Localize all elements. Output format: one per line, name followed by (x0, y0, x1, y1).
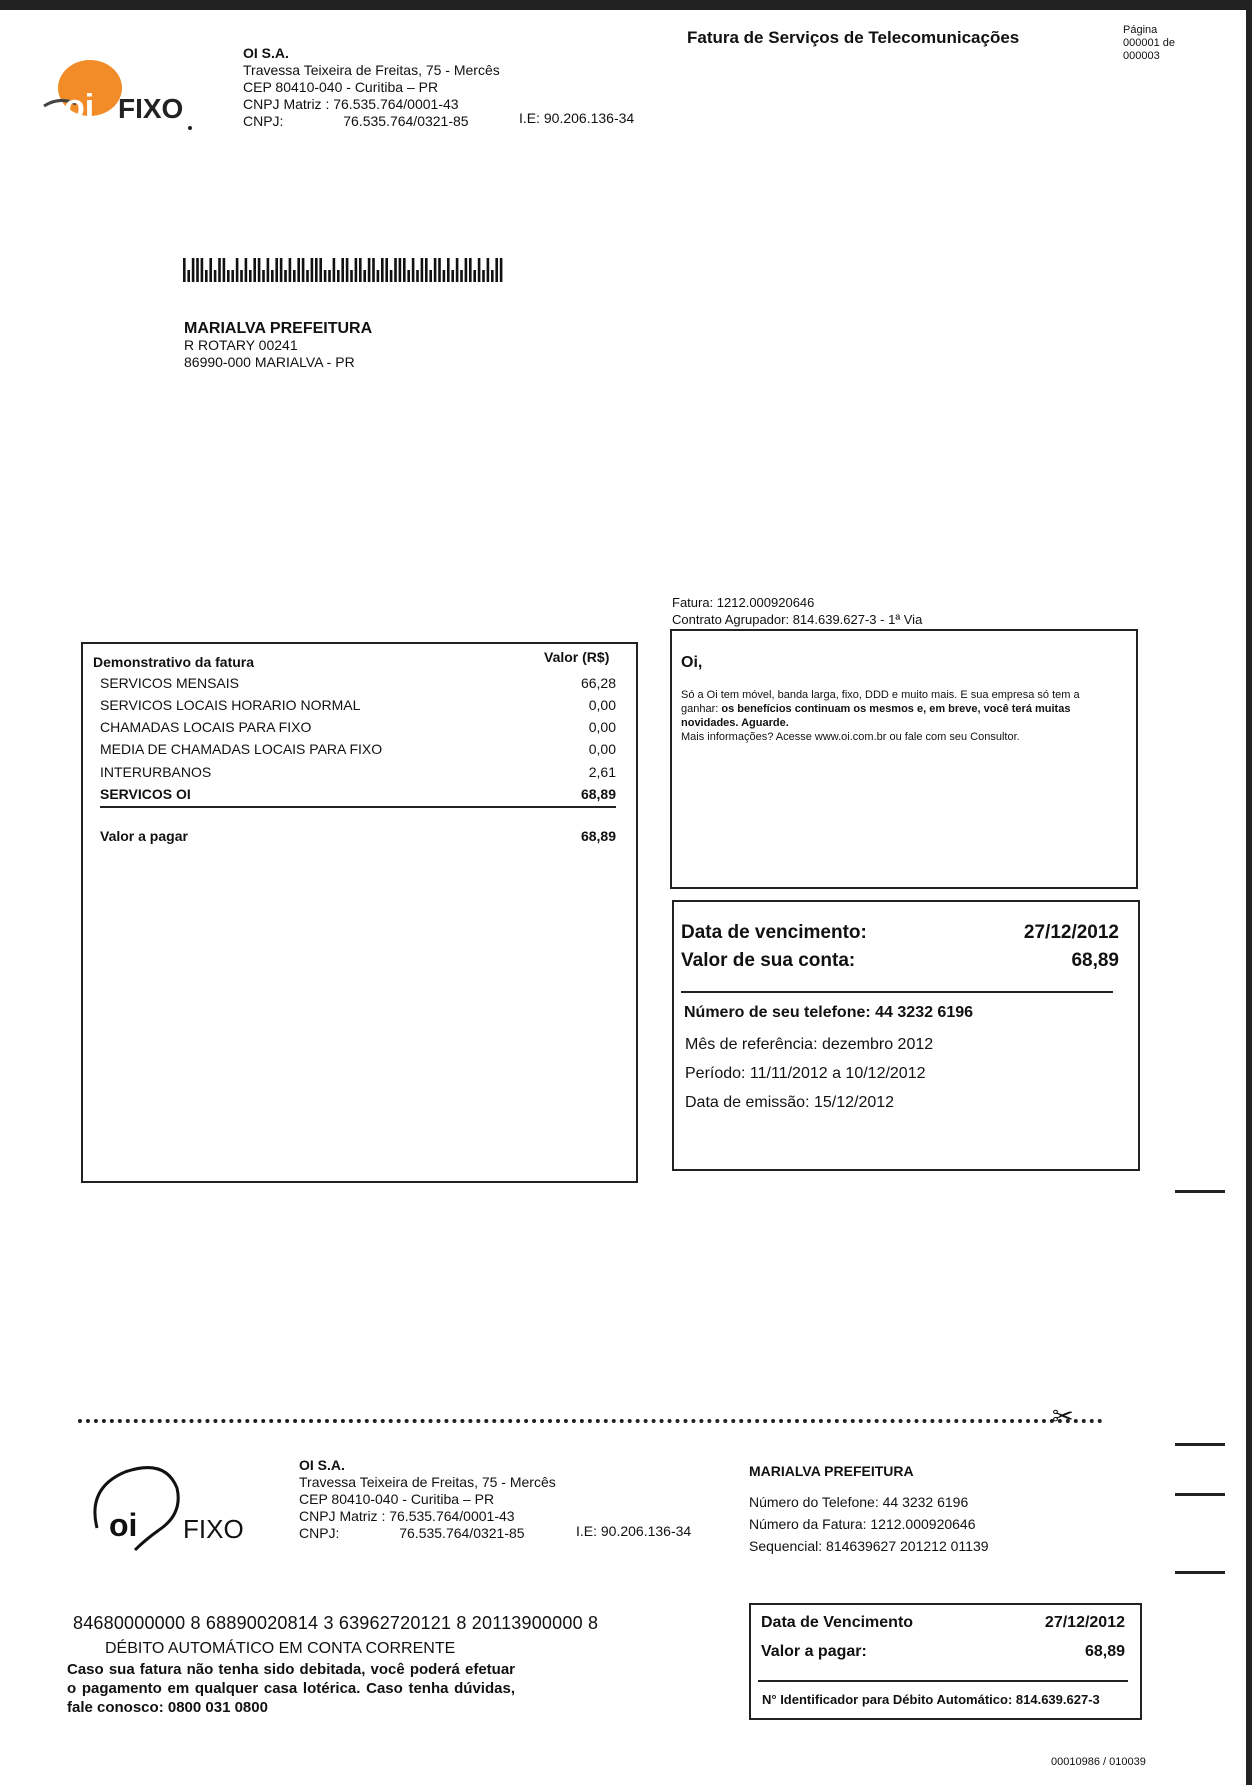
invoice-reference (672, 594, 922, 628)
due-date-row (681, 922, 1119, 944)
summary-title: Demonstrativo da fatura (93, 654, 255, 670)
stub-company-name: OI S.A. (299, 1457, 345, 1473)
oi-fixo-logo-outline (85, 1458, 255, 1558)
page-label: Página (1123, 24, 1158, 36)
barcode-bar (297, 258, 300, 282)
barcode-bar (319, 258, 322, 282)
summary-row-value: 68,89 (580, 786, 616, 802)
barcode-bar (355, 258, 358, 282)
payment-barcode-digits: 84680000000 8 68890020814 3 63962720121 8 20113900000 8 (73, 1613, 599, 1633)
barcode-bar (412, 258, 415, 282)
barcode-bar (306, 270, 309, 282)
barcode-bar (236, 258, 239, 282)
summary-total (100, 828, 616, 848)
billing-period: Período: 11/11/2012 a 10/12/2012 (685, 1065, 926, 1082)
barcode-bar (284, 270, 287, 282)
logo-product-text: FIXO (118, 93, 184, 124)
summary-row (100, 697, 616, 717)
stub-amount-row (761, 1643, 1125, 1661)
barcode-bar (311, 258, 314, 282)
stub-amount-value: 68,89 (1084, 1643, 1125, 1660)
footer-code: 00010986 / 010039 (1051, 1756, 1146, 1768)
summary-row-subtotal (100, 786, 616, 806)
message-box (670, 629, 1138, 889)
due-divider (681, 991, 1113, 993)
cut-line (78, 1419, 1103, 1423)
barcode-bar (478, 258, 481, 282)
stub-invoice-number: Número da Fatura: 1212.000920646 (749, 1516, 976, 1532)
barcode-bar (429, 270, 432, 282)
barcode-bar (214, 270, 217, 282)
company-name: OI S.A. (243, 45, 289, 61)
barcode-bar (249, 270, 252, 282)
invoice-number: Fatura: 1212.000920646 (672, 595, 815, 610)
barcode-bar (280, 258, 283, 282)
barcode-bar (315, 258, 318, 282)
stub-due-label: Data de Vencimento (761, 1614, 914, 1631)
summary-row-label: SERVICOS OI (100, 786, 191, 802)
company-address-2: CEP 80410-040 - Curitiba – PR (243, 79, 439, 95)
barcode-bar (253, 258, 256, 282)
logo-product-text: FIXO (183, 1514, 244, 1544)
barcode-bar (456, 258, 459, 282)
barcode-bar (381, 258, 384, 282)
barcode-bar (491, 270, 494, 282)
stub-customer-name: MARIALVA PREFEITURA (749, 1463, 914, 1479)
amount-label: Valor de sua conta: (681, 950, 856, 971)
contract-number: Contrato Agrupador: 814.639.627-3 - 1ª Via (672, 612, 923, 627)
summary-row-value: 66,28 (580, 675, 616, 691)
barcode-bar (302, 258, 305, 282)
barcode-bar (385, 258, 388, 282)
stub-sequence: Sequencial: 814639627 201212 01139 (749, 1538, 989, 1554)
barcode-bar (390, 270, 393, 282)
summary-row-label: SERVICOS LOCAIS HORARIO NORMAL (100, 697, 361, 713)
stub-cnpj-value: 76.535.764/0321-85 (399, 1525, 525, 1541)
company-cnpj-matriz: CNPJ Matriz : 76.535.764/0001-43 (243, 96, 459, 112)
cnpj-label: CNPJ: (243, 113, 284, 129)
stub-amount-label: Valor a pagar: (761, 1643, 867, 1660)
postal-barcode (183, 258, 513, 289)
barcode-bar (258, 258, 261, 282)
barcode-bar (416, 270, 419, 282)
stub-company-address-2: CEP 80410-040 - Curitiba – PR (299, 1491, 495, 1507)
barcode-bar (500, 258, 503, 282)
barcode-bar (346, 258, 349, 282)
message-greeting: Oi, (681, 654, 703, 671)
barcode-bar (434, 258, 437, 282)
barcode-bar (425, 258, 428, 282)
recipient-city: 86990-000 MARIALVA - PR (184, 354, 355, 370)
company-info (243, 45, 500, 130)
amount-value: 68,89 (1071, 950, 1119, 971)
scan-mark (1175, 1190, 1225, 1193)
top-scan-border (0, 0, 1252, 10)
barcode-bar (495, 258, 498, 282)
debit-title: DÉBITO AUTOMÁTICO EM CONTA CORRENTE (105, 1640, 456, 1657)
barcode-bar (227, 270, 230, 282)
issue-date: Data de emissão: 15/12/2012 (685, 1094, 895, 1111)
barcode-bar (187, 270, 190, 282)
barcode-bar (333, 258, 336, 282)
recipient-address (184, 320, 372, 371)
barcode-bar (328, 270, 331, 282)
summary-row-value: 2,61 (588, 764, 616, 780)
barcode-bar (451, 270, 454, 282)
scissors-icon: ✂ (1052, 1401, 1074, 1431)
barcode-bar (183, 258, 186, 282)
stub-due-value: 27/12/2012 (1044, 1614, 1125, 1631)
recipient-street: R ROTARY 00241 (184, 337, 298, 353)
right-scan-border (1246, 0, 1252, 1785)
barcode-bar (240, 270, 243, 282)
summary-total-label: Valor a pagar (100, 828, 188, 844)
barcode-bar (275, 258, 278, 282)
scan-mark (1175, 1443, 1225, 1446)
barcode-bar (262, 270, 265, 282)
summary-row-label: MEDIA DE CHAMADAS LOCAIS PARA FIXO (100, 741, 383, 757)
barcode-bar (209, 258, 212, 282)
barcode-bar (465, 258, 468, 282)
barcode-bar (403, 258, 406, 282)
stub-company-info (299, 1457, 556, 1542)
barcode-bar (438, 258, 441, 282)
message-line2: Mais informações? Acesse www.oi.com.br ou fale com seu Consultor. (681, 731, 1020, 743)
summary-row-label: INTERURBANOS (100, 764, 212, 780)
barcode-bar (201, 258, 204, 282)
barcode-bar (341, 258, 344, 282)
reference-month: Mês de referência: dezembro 2012 (685, 1036, 934, 1053)
message-text (681, 688, 1111, 744)
page-value: 000001 de (1123, 37, 1175, 49)
summary-row (100, 719, 616, 739)
stub-customer-info (749, 1460, 989, 1557)
company-cnpj (243, 113, 500, 130)
stub-company-ie: I.E: 90.206.136-34 (576, 1523, 692, 1539)
barcode-bar (394, 258, 397, 282)
summary-row-value: 0,00 (588, 719, 616, 735)
scan-mark (1175, 1493, 1225, 1496)
barcode-bar (223, 258, 226, 282)
phone-number: Número de seu telefone: 44 3232 6196 (684, 1004, 974, 1021)
barcode-bar (337, 270, 340, 282)
barcode-bar (460, 270, 463, 282)
message-line1: Só a Oi tem móvel, banda larga, fixo, DDD e muito mais. E sua empresa só tem a ganhar: (681, 689, 1080, 715)
company-ie: I.E: 90.206.136-34 (519, 110, 635, 126)
summary-total-value: 68,89 (580, 828, 616, 844)
message-line1-bold: os benefícios continuam os mesmos e, em breve, você terá muitas novidades. Aguarde. (681, 703, 1071, 729)
barcode-bar (231, 270, 234, 282)
summary-row (100, 741, 616, 761)
summary-row (100, 764, 616, 784)
barcode-bar (447, 258, 450, 282)
barcode-bar (271, 270, 274, 282)
summary-row-value: 0,00 (588, 741, 616, 757)
barcode-bar (399, 258, 402, 282)
summary-row-value: 0,00 (588, 697, 616, 713)
stub-debit-id: N° Identificador para Débito Automático: 814.639.627-3 (762, 1692, 1100, 1707)
barcode-bar (196, 258, 199, 282)
logo-oi-text: oi (64, 88, 95, 126)
barcode-bar (350, 270, 353, 282)
barcode-bar (407, 270, 410, 282)
document-title: Fatura de Serviços de Telecomunicações (687, 28, 1020, 47)
due-date-label: Data de vencimento: (681, 922, 867, 943)
page-indicator (1123, 24, 1175, 63)
debit-text: Caso sua fatura não tenha sido debitada, você poderá efetuar o pagamento em qualquer casa lotérica. Caso tenha dúvidas, fale conosco: 0800 031 0800 (67, 1661, 515, 1716)
summary-value-header: Valor (R$) (544, 649, 610, 665)
recipient-name: MARIALVA PREFEITURA (184, 320, 373, 337)
barcode-bar (359, 258, 362, 282)
summary-row-label: CHAMADAS LOCAIS PARA FIXO (100, 719, 312, 735)
barcode-bar (487, 258, 490, 282)
barcode-bar (372, 258, 375, 282)
summary-row-label: SERVICOS MENSAIS (100, 675, 240, 691)
barcode-bar (473, 270, 476, 282)
barcode-bar (245, 258, 248, 282)
amount-row (681, 950, 1119, 972)
stub-cnpj-label: CNPJ: (299, 1525, 340, 1541)
scan-mark (1175, 1571, 1225, 1574)
stub-due-divider (758, 1680, 1128, 1682)
barcode-bar (289, 258, 292, 282)
barcode-bar (192, 258, 195, 282)
barcode-bar (363, 270, 366, 282)
barcode-bar (377, 270, 380, 282)
stub-company-address-1: Travessa Teixeira de Freitas, 75 - Mercês (299, 1474, 556, 1490)
company-address-1: Travessa Teixeira de Freitas, 75 - Mercês (243, 62, 500, 78)
due-date-value: 27/12/2012 (1023, 922, 1119, 943)
summary-divider (100, 806, 616, 808)
page-total: 000003 (1123, 50, 1160, 62)
oi-fixo-logo (40, 46, 200, 136)
barcode-bar (469, 258, 472, 282)
barcode-bar (205, 270, 208, 282)
barcode-bar (293, 270, 296, 282)
barcode-bar (267, 258, 270, 282)
logo-oi-text: oi (109, 1507, 138, 1543)
cnpj-value: 76.535.764/0321-85 (343, 113, 469, 129)
barcode-bar (482, 270, 485, 282)
barcode-bar (443, 270, 446, 282)
barcode-bar (218, 258, 221, 282)
summary-row (100, 675, 616, 695)
barcode-bar (324, 270, 327, 282)
stub-phone: Número do Telefone: 44 3232 6196 (749, 1494, 969, 1510)
stub-cnpj-matriz: CNPJ Matriz : 76.535.764/0001-43 (299, 1508, 515, 1524)
stub-cnpj (299, 1525, 556, 1542)
stub-due-row (761, 1614, 1125, 1632)
barcode-bar (421, 258, 424, 282)
barcode-bar (368, 258, 371, 282)
